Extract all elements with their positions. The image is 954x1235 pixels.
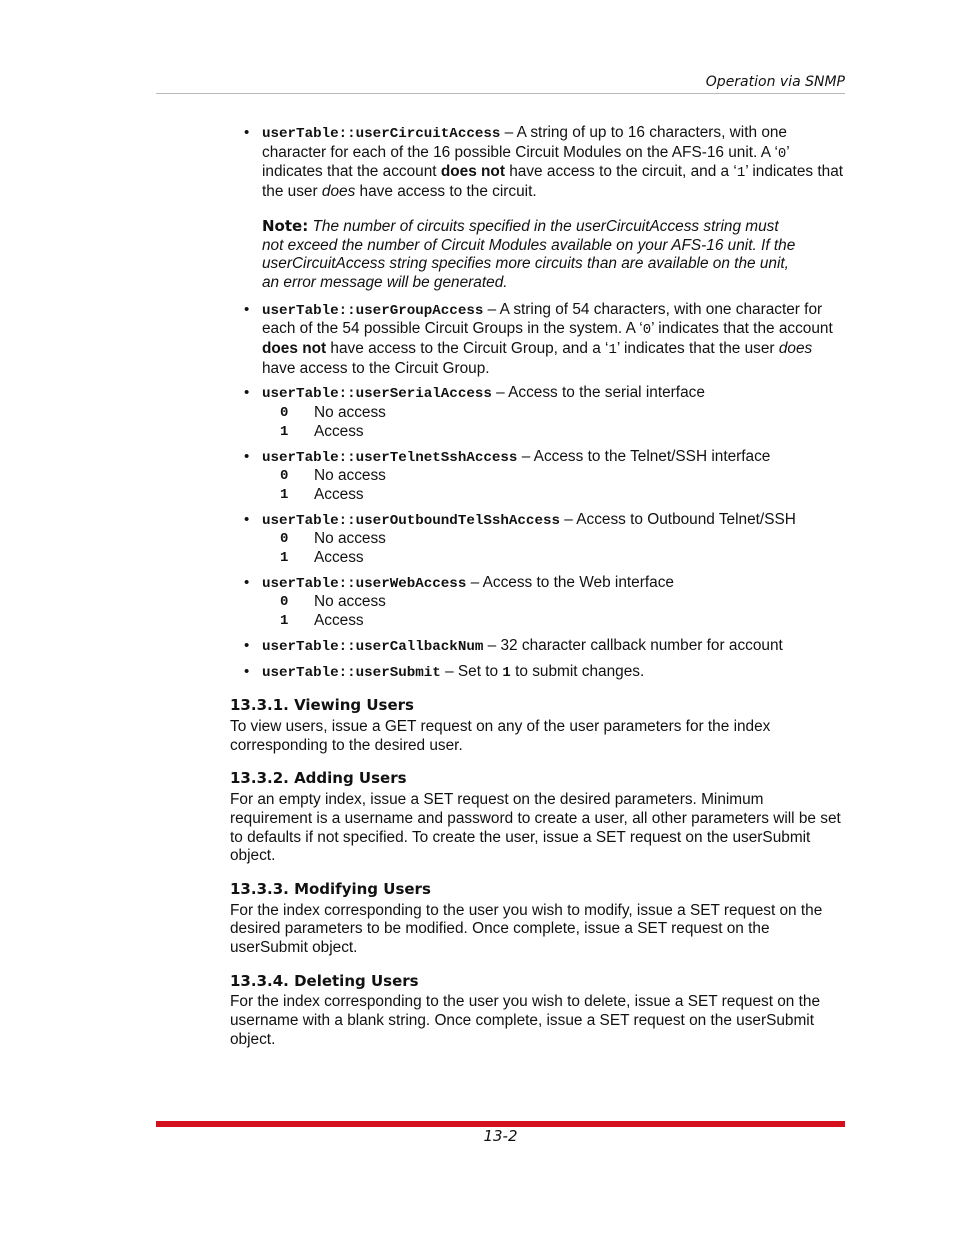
param-name: userTable::userCallbackNum [262, 638, 484, 655]
page-number: 13-2 [483, 1127, 518, 1145]
note-label: Note: [262, 216, 309, 235]
value-one: 1 [608, 342, 617, 359]
option-label: Access [314, 485, 364, 503]
option-row [262, 612, 845, 631]
param-desc: – 32 character callback number for account [483, 636, 783, 654]
param-name: userTable::userTelnetSshAccess [262, 449, 518, 466]
section-heading: 13.3.3. Modifying Users [230, 879, 431, 898]
param-name: userTable::userWebAccess [262, 575, 467, 592]
section-adding-users [230, 769, 845, 866]
section-body: For the index corresponding to the user you wish to delete, issue a SET request on the username with a blank string. Once complete, issue a SET request on the userSubmit object. [230, 993, 821, 1048]
value-one: 1 [736, 165, 746, 182]
option-label: No access [314, 404, 386, 422]
param-name: userTable::userOutboundTelSshAccess [262, 512, 560, 529]
param-desc: – A string of 54 characters, with one character for each of the 54 possible Circuit Groups in the system. A ‘ [262, 300, 823, 338]
param-name: userTable::userSubmit [262, 664, 441, 681]
section-heading: 13.3.2. Adding Users [230, 769, 407, 788]
option-row [262, 404, 845, 423]
page-content [230, 124, 845, 1050]
list-item-submit [230, 663, 845, 683]
option-label: Access [314, 422, 364, 440]
param-desc: have access to the circuit. [355, 183, 537, 201]
bullet-icon: • [244, 124, 250, 141]
bullet-icon: • [244, 300, 250, 318]
section-body: To view users, issue a GET request on any of the user parameters for the index corresponding to the desired user. [230, 717, 771, 754]
option-row [262, 549, 845, 568]
param-desc: have access to the Circuit Group. [262, 359, 490, 377]
option-row [262, 423, 845, 442]
list-item-telnet-access [230, 448, 845, 505]
list-item-group-access [230, 301, 845, 379]
option-label: Access [314, 612, 364, 630]
option-value: 1 [280, 486, 289, 503]
parameter-list [230, 124, 845, 682]
value-one: 1 [502, 664, 511, 681]
emphasis-italic: does [321, 183, 356, 201]
header-title: Operation via SNMP [705, 74, 845, 90]
option-row [262, 486, 845, 505]
emphasis-italic: does [778, 340, 813, 358]
bullet-icon: • [244, 662, 250, 680]
list-item-outbound-access [230, 511, 845, 568]
option-row [262, 467, 845, 486]
section-body: For an empty index, issue a SET request on the desired parameters. Minimum requirement is a username and password to create a user, all other parameters will be set to defaults if not specified. To create the user, issue a SET request on the userSubmit object. [230, 791, 841, 865]
list-item-circuit-access [230, 124, 845, 293]
option-label: No access [314, 467, 386, 485]
bullet-icon: • [244, 447, 250, 465]
param-name: userTable::userCircuitAccess [262, 126, 501, 142]
param-name: userTable::userSerialAccess [262, 386, 492, 403]
option-label: No access [314, 530, 386, 548]
option-label: Access [314, 549, 364, 567]
note-text: The number of circuits specified in the userCircuitAccess string must not exceed the number of Circuit Modules available on your AFS-16 unit. If the userCircuitAccess string specifies more circuits than are available on the unit, an error message will be generated. [262, 217, 796, 291]
param-desc: – Access to the Telnet/SSH interface [517, 447, 771, 465]
param-desc: to submit changes. [510, 662, 645, 680]
emphasis-bold: does not [262, 340, 327, 358]
option-value: 0 [280, 405, 289, 422]
param-desc: – A string of up to 16 characters, with one character for each of the 16 possible Circuit Modules on the AFS-16 unit. A ‘ [262, 124, 787, 161]
list-item-web-access [230, 574, 845, 631]
list-item-serial-access [230, 384, 845, 441]
section-viewing-users [230, 696, 845, 755]
param-desc: ’ indicates that the account [651, 320, 833, 338]
section-heading: 13.3.1. Viewing Users [230, 696, 414, 715]
param-desc: – Access to the serial interface [491, 384, 705, 402]
option-value: 1 [280, 423, 289, 440]
option-value: 1 [280, 613, 289, 630]
value-zero: 0 [777, 145, 787, 162]
section-modifying-users [230, 880, 845, 958]
option-value: 1 [280, 550, 289, 567]
section-heading: 13.3.4. Deleting Users [230, 971, 419, 990]
list-item-callback-num [230, 637, 845, 657]
option-value: 0 [280, 531, 289, 548]
param-desc: ’ indicates that the account [262, 143, 790, 181]
option-row [262, 530, 845, 549]
option-label: No access [314, 593, 386, 611]
value-zero: 0 [642, 322, 652, 339]
bullet-icon: • [244, 573, 250, 591]
option-value: 0 [280, 468, 289, 485]
bullet-icon: • [244, 636, 250, 654]
param-desc: have access to the Circuit Group, and a ‘ [326, 340, 609, 358]
page-header [156, 74, 845, 94]
param-desc: – Access to the Web interface [466, 573, 674, 591]
param-desc: ’ indicates that the user [262, 163, 844, 201]
param-desc: ’ indicates that the user [616, 340, 779, 358]
option-value: 0 [280, 594, 289, 611]
param-desc: – Access to Outbound Telnet/SSH [560, 510, 796, 528]
bullet-icon: • [244, 510, 250, 528]
param-desc: – Set to [440, 662, 503, 680]
bullet-icon: • [244, 384, 250, 402]
emphasis-bold: does not [440, 163, 505, 181]
section-body: For the index corresponding to the user you wish to modify, issue a SET request on the desired parameters to be modified. Once complete, issue a SET request on the userSubmit object. [230, 901, 823, 957]
option-row [262, 593, 845, 612]
section-deleting-users [230, 972, 845, 1050]
note-block [262, 217, 802, 293]
param-desc: have access to the circuit, and a ‘ [504, 163, 737, 181]
param-name: userTable::userGroupAccess [262, 302, 484, 319]
